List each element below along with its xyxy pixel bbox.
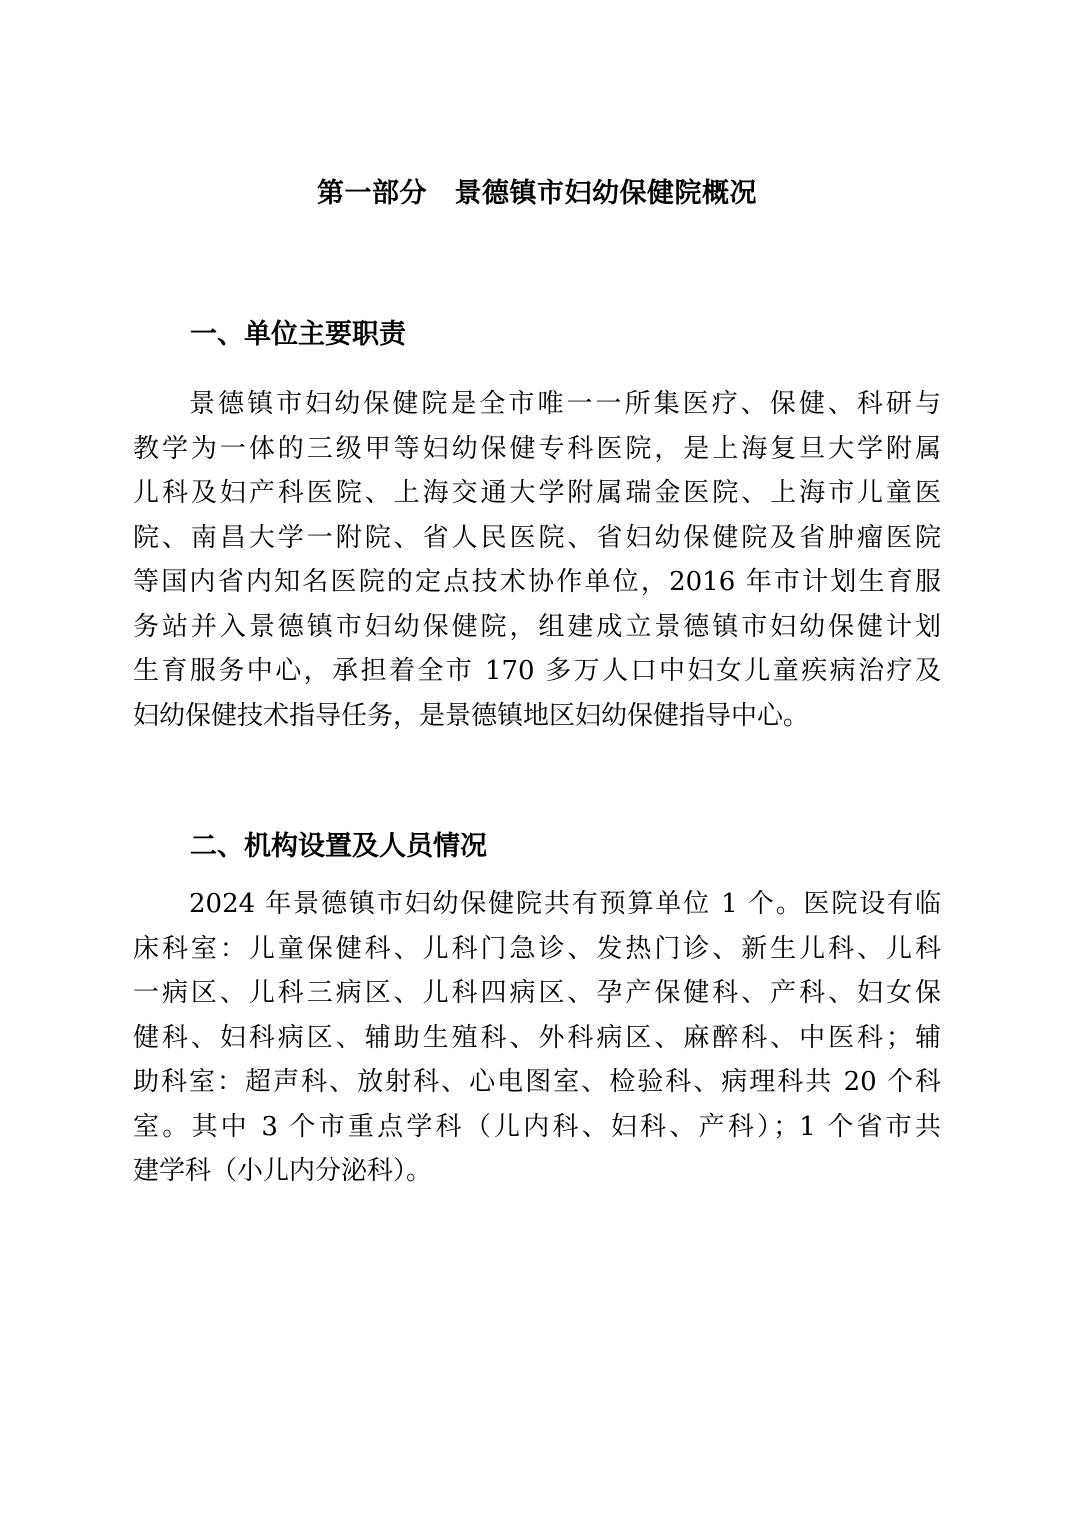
paragraph-line: 一病区、儿科三病区、儿科四病区、孕产保健科、产科、妇女保: [133, 978, 941, 1008]
paragraph-line: 教学为一体的三级甲等妇幼保健专科医院，是上海复旦大学附属: [133, 433, 941, 464]
paragraph-line: 助科室：超声科、放射科、心电图室、检验科、病理科共 20 个科: [133, 1067, 941, 1097]
paragraph-line: 务站并入景德镇市妇幼保健院，组建成立景德镇市妇幼保健计划: [133, 611, 941, 642]
section-heading-organization: 二、机构设置及人员情况: [190, 831, 487, 862]
paragraph-line: 健科、妇科病区、辅助生殖科、外科病区、麻醉科、中医科；辅: [133, 1022, 941, 1053]
paragraph-line: 室。其中 3 个市重点学科（儿内科、妇科、产科）；1 个省市共: [133, 1111, 941, 1142]
section-paragraph-organization: [133, 882, 941, 1194]
paragraph-line: 等国内省内知名医院的定点技术协作单位，2016 年市计划生育服: [133, 567, 941, 597]
paragraph-line: 景德镇市妇幼保健院是全市唯一一所集医疗、保健、科研与: [189, 389, 941, 419]
section-paragraph-duties: [133, 382, 941, 738]
paragraph-line: 建学科（小儿内分泌科）。: [133, 1156, 433, 1186]
paragraph-line: 妇幼保健技术指导任务，是景德镇地区妇幼保健指导中心。: [133, 700, 810, 731]
paragraph-line: 儿科及妇产科医院、上海交通大学附属瑞金医院、上海市儿童医: [133, 478, 941, 508]
page-title: 第一部分 景德镇市妇幼保健院概况: [317, 178, 757, 209]
paragraph-line: 2024 年景德镇市妇幼保健院共有预算单位 1 个。医院设有临: [189, 889, 941, 919]
paragraph-line: 院、南昌大学一附院、省人民医院、省妇幼保健院及省肿瘤医院: [133, 522, 941, 553]
section-heading-duties: 一、单位主要职责: [190, 319, 406, 350]
paragraph-line: 生育服务中心，承担着全市 170 多万人口中妇女儿童疾病治疗及: [133, 656, 941, 686]
paragraph-line: 床科室：儿童保健科、儿科门急诊、发热门诊、新生儿科、儿科: [133, 933, 941, 964]
